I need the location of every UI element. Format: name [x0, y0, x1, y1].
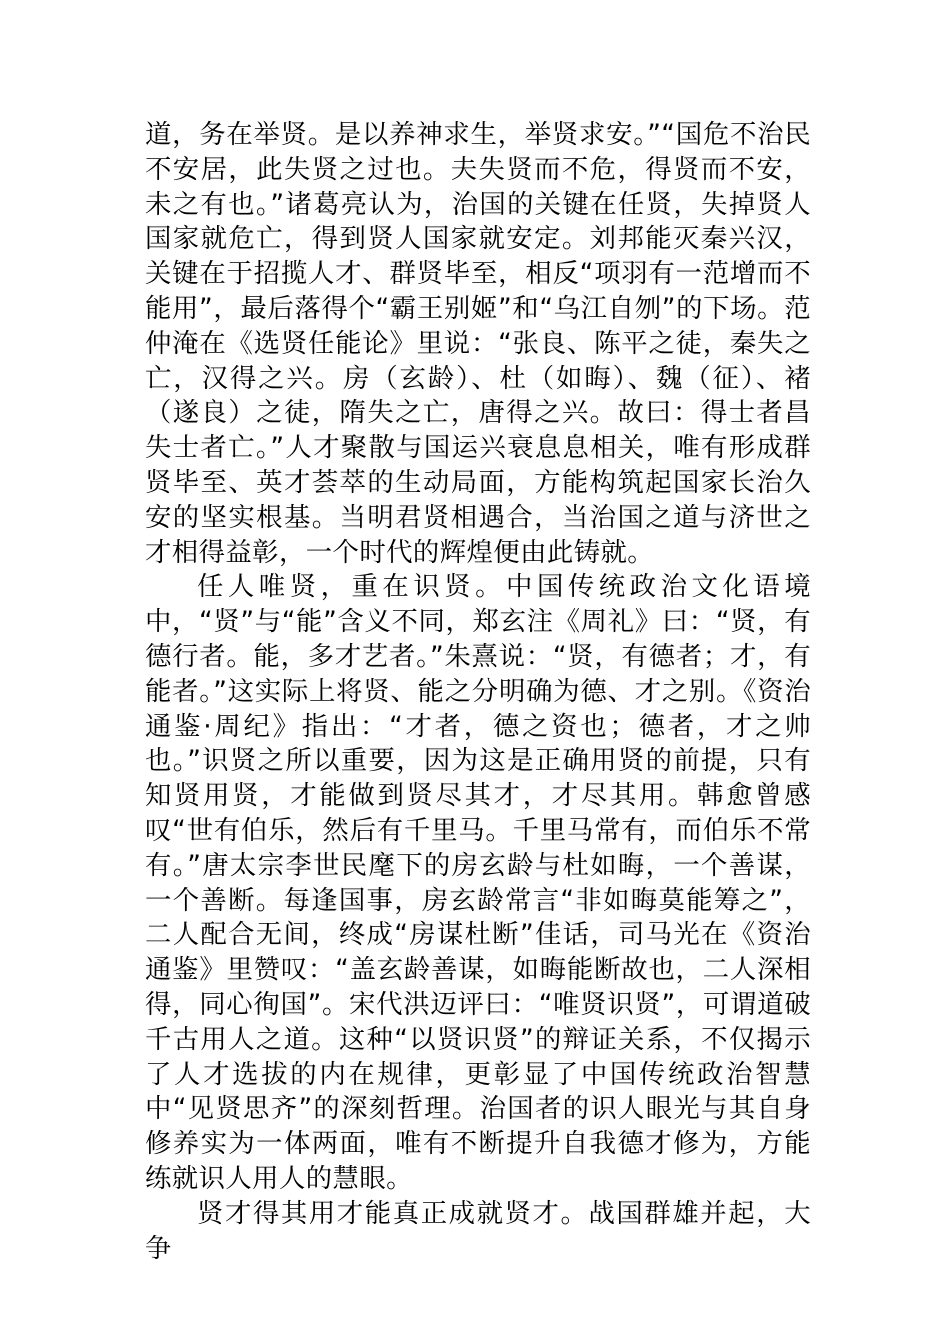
paragraph-2: 任人唯贤，重在识贤。中国传统政治文化语境中，“贤”与“能”含义不同，郑玄注《周礼》曰：“贤，有德行者。能，多才艺者。”朱熹说：“贤，有德者；才，有能者。”这实际上将贤、能之分明确为德、才之别。《资治通鉴·周纪》指出：“才者，德之资也；德者，才之帅也。”识贤之所以重要，因为这是正确用贤的前提，只有知贤用贤，才能做到贤尽其才，才尽其用。韩愈曾感叹“世有伯乐，然后有千里马。千里马常有，而伯乐不常有。”唐太宗李世民麾下的房玄龄与杜如晦，一个善谋，一个善断。每逢国事，房玄龄常言“非如晦莫能筹之”，二人配合无间，终成“房谋杜断”佳话，司马光在《资治通鉴》里赞叹：“盖玄龄善谋，如晦能断故也，二人深相得，同心徇国”。宋代洪迈评曰：“唯贤识贤”，可谓道破千古用人之道。这种“以贤识贤”的辩证关系，不仅揭示了人才选拔的内在规律，更彰显了中国传统政治智慧中“见贤思齐”的深刻哲理。治国者的识人眼光与其自身修养实为一体两面，唯有不断提升自我德才修为，方能练就识人用人的慧眼。: [145, 571, 811, 1194]
document-body: [145, 118, 811, 1266]
paragraph-3: 贤才得其用才能真正成就贤才。战国群雄并起，大争: [145, 1197, 811, 1264]
paragraph-1: 道，务在举贤。是以养神求生，举贤求安。”“国危不治民不安居，此失贤之过也。夫失贤而不危，得贤而不安，未之有也。”诸葛亮认为，治国的关键在任贤，失掉贤人国家就危亡，得到贤人国家就安定。刘邦能灭秦兴汉，关键在于招揽人才、群贤毕至，相反“项羽有一范增而不能用”，最后落得个“霸王别姬”和“乌江自刎”的下场。范仲淹在《选贤任能论》里说：“张良、陈平之徒，秦失之亡，汉得之兴。房（玄龄）、杜（如晦）、魏（征）、褚（遂良）之徒，隋失之亡，唐得之兴。故曰：得士者昌失士者亡。”人才聚散与国运兴衰息息相关，唯有形成群贤毕至、英才荟萃的生动局面，方能构筑起国家长治久安的坚实根基。当明君贤相遇合，当治国之道与济世之才相得益彰，一个时代的辉煌便由此铸就。: [145, 119, 811, 568]
